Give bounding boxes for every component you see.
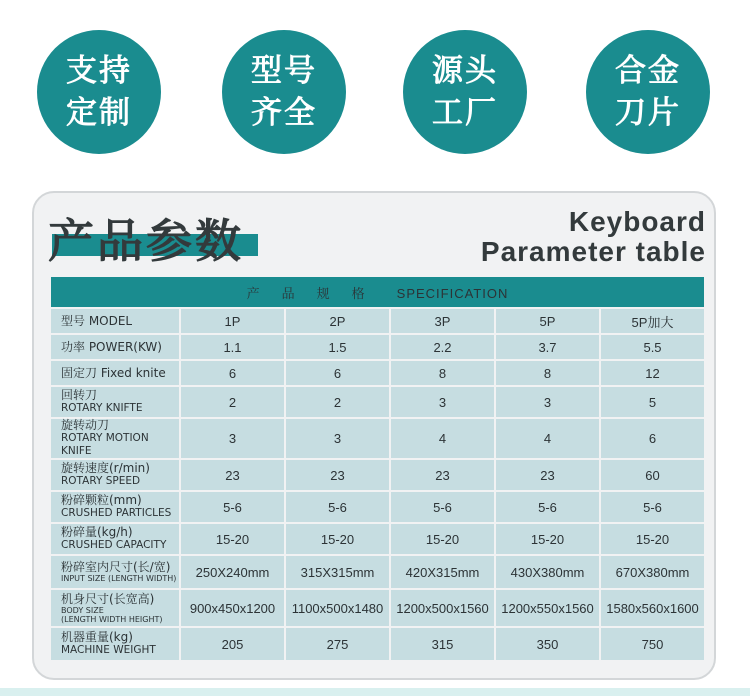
table-cell: 15-20 bbox=[495, 523, 600, 555]
table-header bbox=[50, 276, 705, 308]
table-cell: 5-6 bbox=[600, 491, 705, 523]
table-header-cn: 产品规格 bbox=[246, 285, 387, 301]
row-label-cn: 型号 MODEL bbox=[61, 313, 133, 328]
row-label-cn: 回转刀 bbox=[61, 388, 98, 402]
row-label-en: BODY SIZE bbox=[61, 605, 104, 615]
table-cell: 15-20 bbox=[600, 523, 705, 555]
row-label-cn: 机身尺寸(长宽高) bbox=[61, 591, 155, 606]
table-cell: 3 bbox=[285, 418, 390, 459]
table-row bbox=[50, 523, 705, 555]
row-label bbox=[50, 627, 180, 661]
badge-line: 齐全 bbox=[251, 95, 317, 131]
table-cell: 5-6 bbox=[180, 491, 285, 523]
table-cell: 3 bbox=[390, 386, 495, 418]
badge-line: 刀片 bbox=[615, 95, 681, 131]
badge-factory bbox=[403, 30, 527, 154]
table-row bbox=[50, 334, 705, 360]
bottom-strip bbox=[0, 688, 750, 696]
table-cell: 12 bbox=[600, 360, 705, 386]
badge-line: 工厂 bbox=[432, 95, 498, 131]
specification-table bbox=[49, 275, 706, 662]
row-label bbox=[50, 459, 180, 491]
row-label bbox=[50, 360, 180, 386]
table-cell: 315 bbox=[390, 627, 495, 661]
table-cell: 6 bbox=[600, 418, 705, 459]
table-cell: 6 bbox=[285, 360, 390, 386]
table-row bbox=[50, 418, 705, 459]
badge-line: 支持 bbox=[66, 53, 132, 89]
table-cell: 15-20 bbox=[180, 523, 285, 555]
badge-line: 定制 bbox=[66, 95, 132, 131]
table-cell: 5P bbox=[495, 308, 600, 334]
table-header-en: SPECIFICATION bbox=[396, 285, 509, 301]
table-cell: 5-6 bbox=[390, 491, 495, 523]
panel-title-en-line1: Keyboard bbox=[568, 206, 706, 237]
table-cell: 1.1 bbox=[180, 334, 285, 360]
table-cell: 8 bbox=[495, 360, 600, 386]
row-label bbox=[50, 334, 180, 360]
panel-title-en bbox=[481, 207, 706, 267]
row-label-cn: 粉碎颗粒(mm) bbox=[61, 493, 142, 507]
table-cell: 3P bbox=[390, 308, 495, 334]
table-row bbox=[50, 627, 705, 661]
row-label-en: (LENGTH WIDTH HEIGHT) bbox=[61, 614, 163, 624]
table-header-row bbox=[50, 276, 705, 308]
row-label bbox=[50, 386, 180, 418]
table-cell: 250X240mm bbox=[180, 555, 285, 589]
row-label-cn: 旋转动刀 bbox=[61, 418, 110, 432]
row-label bbox=[50, 491, 180, 523]
table-cell: 1.5 bbox=[285, 334, 390, 360]
table-cell: 670X380mm bbox=[600, 555, 705, 589]
row-label-cn: 粉碎量(kg/h) bbox=[61, 525, 133, 539]
table-cell: 23 bbox=[285, 459, 390, 491]
badge-line: 合金 bbox=[615, 53, 681, 89]
table-cell: 15-20 bbox=[285, 523, 390, 555]
table-cell: 1P bbox=[180, 308, 285, 334]
row-label-en: ROTARY SPEED bbox=[61, 475, 141, 487]
table-cell: 3.7 bbox=[495, 334, 600, 360]
table-cell: 430X380mm bbox=[495, 555, 600, 589]
table-cell: 5.5 bbox=[600, 334, 705, 360]
table-cell: 5 bbox=[600, 386, 705, 418]
table-cell: 2P bbox=[285, 308, 390, 334]
table-cell: 5-6 bbox=[285, 491, 390, 523]
row-label-cn: 固定刀 Fixed knite bbox=[61, 365, 166, 380]
feature-badges bbox=[0, 0, 750, 190]
table-cell: 350 bbox=[495, 627, 600, 661]
table-cell: 23 bbox=[180, 459, 285, 491]
row-label-en: ROTARY KNIFTE bbox=[61, 402, 143, 414]
row-label-cn: 功率 POWER(KW) bbox=[61, 339, 162, 354]
table-row bbox=[50, 589, 705, 627]
table-cell: 6 bbox=[180, 360, 285, 386]
table-cell: 4 bbox=[495, 418, 600, 459]
table-cell: 750 bbox=[600, 627, 705, 661]
table-cell: 1200x500x1560 bbox=[390, 589, 495, 627]
table-cell: 900x450x1200 bbox=[180, 589, 285, 627]
table-cell: 1200x550x1560 bbox=[495, 589, 600, 627]
badge-line: 型号 bbox=[251, 53, 317, 89]
row-label-en: MACHINE WEIGHT bbox=[61, 644, 156, 656]
table-cell: 60 bbox=[600, 459, 705, 491]
table-cell: 420X315mm bbox=[390, 555, 495, 589]
table-row bbox=[50, 459, 705, 491]
table-row bbox=[50, 555, 705, 589]
table-cell: 23 bbox=[495, 459, 600, 491]
row-label-en: ROTARY MOTION KNIFE bbox=[61, 432, 149, 457]
table-cell: 3 bbox=[180, 418, 285, 459]
table-row bbox=[50, 491, 705, 523]
table-body bbox=[50, 308, 705, 661]
row-label bbox=[50, 589, 180, 627]
table-cell: 3 bbox=[495, 386, 600, 418]
table-row bbox=[50, 308, 705, 334]
table-row bbox=[50, 386, 705, 418]
row-label-en: CRUSHED CAPACITY bbox=[61, 539, 167, 551]
row-label bbox=[50, 418, 180, 459]
badge-alloy-blade bbox=[586, 30, 710, 154]
table-cell: 2 bbox=[285, 386, 390, 418]
row-label-en: INPUT SIZE (LENGTH WIDTH) bbox=[61, 574, 177, 583]
table-cell: 315X315mm bbox=[285, 555, 390, 589]
table-cell: 5P加大 bbox=[600, 308, 705, 334]
row-label bbox=[50, 555, 180, 589]
panel-title-cn: 产品参数 bbox=[48, 214, 244, 268]
table-cell: 15-20 bbox=[390, 523, 495, 555]
table-cell: 1580x560x1600 bbox=[600, 589, 705, 627]
table-cell: 8 bbox=[390, 360, 495, 386]
table-row bbox=[50, 360, 705, 386]
row-label-cn: 机器重量(kg) bbox=[61, 630, 133, 644]
panel-title-en-line2: Parameter table bbox=[480, 236, 706, 267]
table-cell: 2 bbox=[180, 386, 285, 418]
badge-models bbox=[222, 30, 346, 154]
row-label bbox=[50, 523, 180, 555]
table-cell: 275 bbox=[285, 627, 390, 661]
table-cell: 2.2 bbox=[390, 334, 495, 360]
row-label-cn: 粉碎室内尺寸(长/宽) bbox=[61, 560, 171, 574]
table-cell: 5-6 bbox=[495, 491, 600, 523]
badge-line: 源头 bbox=[432, 53, 498, 89]
badge-customization bbox=[37, 30, 161, 154]
row-label-en: CRUSHED PARTICLES bbox=[61, 507, 172, 519]
table-cell: 4 bbox=[390, 418, 495, 459]
table-cell: 23 bbox=[390, 459, 495, 491]
table-cell: 205 bbox=[180, 627, 285, 661]
row-label-cn: 旋转速度(r/min) bbox=[61, 461, 150, 475]
row-label bbox=[50, 308, 180, 334]
table-cell: 1100x500x1480 bbox=[285, 589, 390, 627]
